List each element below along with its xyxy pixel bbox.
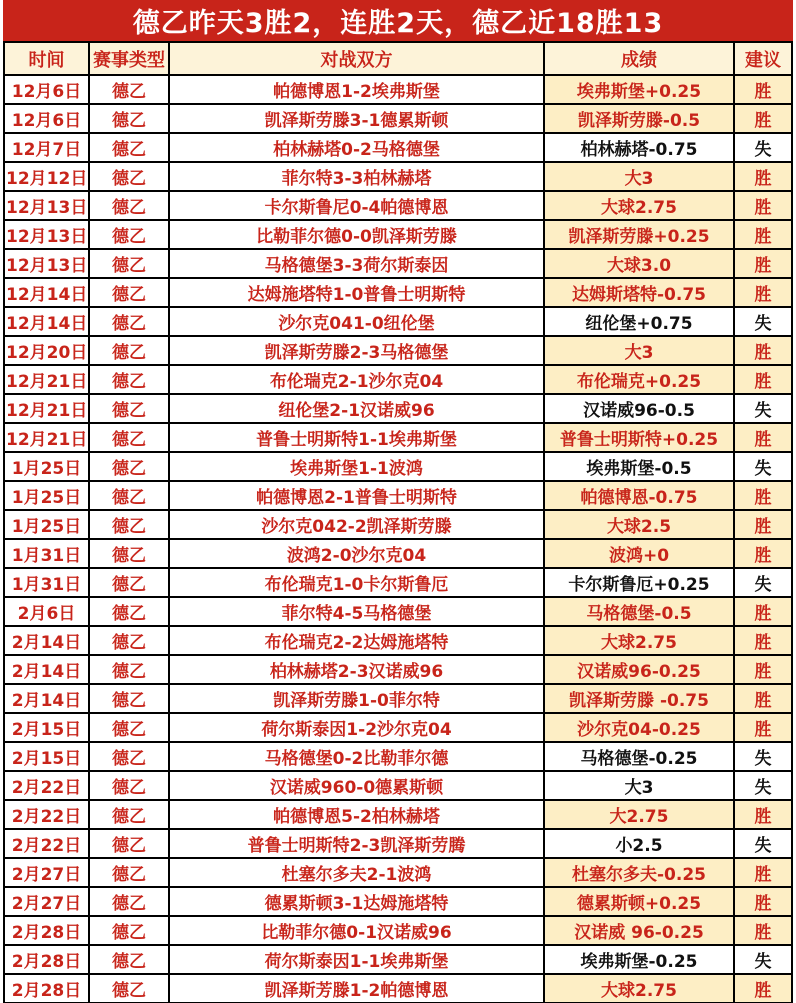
league-cell: 德乙	[89, 916, 169, 945]
match-date-cell: 2月28日	[4, 916, 89, 945]
league-cell: 德乙	[89, 713, 169, 742]
table-row	[4, 684, 792, 713]
match-date-cell: 12月13日	[4, 249, 89, 278]
matchup-cell: 布伦瑞克2-1沙尔克04	[169, 365, 544, 394]
result-cell: 大球2.75	[544, 191, 734, 220]
verdict-cell: 胜	[734, 539, 792, 568]
match-date-cell: 2月14日	[4, 626, 89, 655]
verdict-cell: 失	[734, 452, 792, 481]
verdict-cell: 胜	[734, 249, 792, 278]
verdict-cell: 失	[734, 742, 792, 771]
result-cell: 大2.75	[544, 800, 734, 829]
match-date-cell: 1月31日	[4, 568, 89, 597]
match-date-cell: 12月14日	[4, 278, 89, 307]
table-row	[4, 133, 792, 162]
league-cell: 德乙	[89, 829, 169, 858]
result-cell: 沙尔克04-0.25	[544, 713, 734, 742]
verdict-cell: 失	[734, 771, 792, 800]
league-cell: 德乙	[89, 481, 169, 510]
table-row	[4, 220, 792, 249]
match-date-cell: 2月6日	[4, 597, 89, 626]
league-cell: 德乙	[89, 771, 169, 800]
matchup-cell: 德累斯顿3-1达姆施塔特	[169, 887, 544, 916]
league-cell: 德乙	[89, 423, 169, 452]
matchup-cell: 比勒菲尔德0-0凯泽斯劳滕	[169, 220, 544, 249]
table-row	[4, 191, 792, 220]
league-cell: 德乙	[89, 974, 169, 1003]
verdict-cell: 胜	[734, 365, 792, 394]
verdict-cell: 胜	[734, 75, 792, 104]
matchup-cell: 帕德博恩1-2埃弗斯堡	[169, 75, 544, 104]
verdict-cell: 胜	[734, 916, 792, 945]
league-cell: 德乙	[89, 539, 169, 568]
match-date-cell: 12月21日	[4, 423, 89, 452]
matchup-cell: 普鲁士明斯特2-3凯泽斯劳腾	[169, 829, 544, 858]
table-row	[4, 336, 792, 365]
matchup-cell: 沙尔克042-2凯泽斯劳滕	[169, 510, 544, 539]
result-cell: 大3	[544, 162, 734, 191]
verdict-cell: 失	[734, 307, 792, 336]
matchup-cell: 波鸿2-0沙尔克04	[169, 539, 544, 568]
matchup-cell: 帕德博恩2-1普鲁士明斯特	[169, 481, 544, 510]
match-date-cell: 2月15日	[4, 742, 89, 771]
league-cell: 德乙	[89, 858, 169, 887]
match-date-cell: 12月6日	[4, 104, 89, 133]
result-cell: 汉诺威96-0.25	[544, 655, 734, 684]
matchup-cell: 马格德堡0-2比勒菲尔德	[169, 742, 544, 771]
result-cell: 凯泽斯劳滕 -0.75	[544, 684, 734, 713]
match-date-cell: 2月14日	[4, 684, 89, 713]
verdict-cell: 胜	[734, 626, 792, 655]
match-date-cell: 2月22日	[4, 800, 89, 829]
matchup-cell: 凯泽斯劳滕2-3马格德堡	[169, 336, 544, 365]
league-cell: 德乙	[89, 742, 169, 771]
league-cell: 德乙	[89, 162, 169, 191]
verdict-cell: 失	[734, 945, 792, 974]
table-row	[4, 394, 792, 423]
match-date-cell: 12月14日	[4, 307, 89, 336]
match-date-cell: 2月14日	[4, 655, 89, 684]
matchup-cell: 菲尔特4-5马格德堡	[169, 597, 544, 626]
verdict-cell: 胜	[734, 655, 792, 684]
verdict-cell: 胜	[734, 510, 792, 539]
league-cell: 德乙	[89, 365, 169, 394]
league-cell: 德乙	[89, 75, 169, 104]
table-row	[4, 481, 792, 510]
header-row	[4, 42, 792, 75]
result-cell: 德累斯顿+0.25	[544, 887, 734, 916]
result-cell: 大球2.75	[544, 626, 734, 655]
table-row	[4, 858, 792, 887]
match-date-cell: 2月28日	[4, 945, 89, 974]
match-date-cell: 12月21日	[4, 365, 89, 394]
matchup-cell: 纽伦堡2-1汉诺威96	[169, 394, 544, 423]
matchup-cell: 比勒菲尔德0-1汉诺威96	[169, 916, 544, 945]
result-cell: 达姆斯塔特-0.75	[544, 278, 734, 307]
result-cell: 帕德博恩-0.75	[544, 481, 734, 510]
column-header-verdict: 建议	[734, 42, 792, 75]
match-date-cell: 12月7日	[4, 133, 89, 162]
table-row	[4, 162, 792, 191]
table-row	[4, 307, 792, 336]
result-cell: 埃弗斯堡-0.25	[544, 945, 734, 974]
column-header-result: 成绩	[544, 42, 734, 75]
result-cell: 大球2.5	[544, 510, 734, 539]
table-row	[4, 713, 792, 742]
match-date-cell: 1月25日	[4, 452, 89, 481]
result-cell: 凯泽斯劳滕+0.25	[544, 220, 734, 249]
match-date-cell: 1月25日	[4, 510, 89, 539]
match-date-cell: 12月20日	[4, 336, 89, 365]
match-date-cell: 2月27日	[4, 858, 89, 887]
table-row	[4, 916, 792, 945]
verdict-cell: 失	[734, 829, 792, 858]
league-cell: 德乙	[89, 336, 169, 365]
page-title: 德乙昨天3胜2，连胜2天，德乙近18胜13	[132, 8, 664, 39]
matchup-cell: 卡尔斯鲁尼0-4帕德博恩	[169, 191, 544, 220]
matchup-cell: 普鲁士明斯特1-1埃弗斯堡	[169, 423, 544, 452]
matchup-cell: 柏林赫塔0-2马格德堡	[169, 133, 544, 162]
table-row	[4, 974, 792, 1003]
verdict-cell: 胜	[734, 278, 792, 307]
result-cell: 布伦瑞克+0.25	[544, 365, 734, 394]
table-row	[4, 365, 792, 394]
table-row	[4, 568, 792, 597]
result-cell: 埃弗斯堡+0.25	[544, 75, 734, 104]
results-body	[4, 75, 792, 1003]
verdict-cell: 胜	[734, 191, 792, 220]
matchup-cell: 荷尔斯泰因1-1埃弗斯堡	[169, 945, 544, 974]
league-cell: 德乙	[89, 278, 169, 307]
result-cell: 马格德堡-0.25	[544, 742, 734, 771]
table-row	[4, 626, 792, 655]
match-date-cell: 2月27日	[4, 887, 89, 916]
result-cell: 大球2.75	[544, 974, 734, 1003]
verdict-cell: 胜	[734, 887, 792, 916]
result-cell: 纽伦堡+0.75	[544, 307, 734, 336]
league-cell: 德乙	[89, 684, 169, 713]
league-cell: 德乙	[89, 133, 169, 162]
table-row	[4, 945, 792, 974]
verdict-cell: 胜	[734, 974, 792, 1003]
column-header-matchup: 对战双方	[169, 42, 544, 75]
league-cell: 德乙	[89, 452, 169, 481]
verdict-cell: 胜	[734, 220, 792, 249]
league-cell: 德乙	[89, 597, 169, 626]
verdict-cell: 胜	[734, 597, 792, 626]
matchup-cell: 菲尔特3-3柏林赫塔	[169, 162, 544, 191]
league-cell: 德乙	[89, 104, 169, 133]
verdict-cell: 胜	[734, 800, 792, 829]
matchup-cell: 凯泽斯芳滕1-2帕德博恩	[169, 974, 544, 1003]
league-cell: 德乙	[89, 800, 169, 829]
league-cell: 德乙	[89, 220, 169, 249]
matchup-cell: 荷尔斯泰因1-2沙尔克04	[169, 713, 544, 742]
table-row	[4, 423, 792, 452]
table-row	[4, 452, 792, 481]
result-cell: 埃弗斯堡-0.5	[544, 452, 734, 481]
match-date-cell: 12月21日	[4, 394, 89, 423]
league-cell: 德乙	[89, 945, 169, 974]
result-cell: 大3	[544, 336, 734, 365]
league-cell: 德乙	[89, 191, 169, 220]
table-row	[4, 771, 792, 800]
verdict-cell: 胜	[734, 162, 792, 191]
results-table	[3, 41, 793, 1003]
match-date-cell: 2月28日	[4, 974, 89, 1003]
verdict-cell: 胜	[734, 104, 792, 133]
result-cell: 普鲁士明斯特+0.25	[544, 423, 734, 452]
league-cell: 德乙	[89, 394, 169, 423]
verdict-cell: 胜	[734, 858, 792, 887]
verdict-cell: 胜	[734, 713, 792, 742]
matchup-cell: 凯泽斯劳滕1-0菲尔特	[169, 684, 544, 713]
matchup-cell: 凯泽斯劳滕3-1德累斯顿	[169, 104, 544, 133]
matchup-cell: 汉诺威960-0德累斯顿	[169, 771, 544, 800]
match-date-cell: 2月15日	[4, 713, 89, 742]
verdict-cell: 胜	[734, 684, 792, 713]
column-header-time: 时间	[4, 42, 89, 75]
matchup-cell: 达姆施塔特1-0普鲁士明斯特	[169, 278, 544, 307]
verdict-cell: 失	[734, 133, 792, 162]
matchup-cell: 马格德堡3-3荷尔斯泰因	[169, 249, 544, 278]
matchup-cell: 帕德博恩5-2柏林赫塔	[169, 800, 544, 829]
league-cell: 德乙	[89, 510, 169, 539]
league-cell: 德乙	[89, 626, 169, 655]
table-row	[4, 510, 792, 539]
matchup-cell: 埃弗斯堡1-1波鸿	[169, 452, 544, 481]
table-row	[4, 278, 792, 307]
result-cell: 凯泽斯劳滕-0.5	[544, 104, 734, 133]
verdict-cell: 胜	[734, 423, 792, 452]
league-cell: 德乙	[89, 307, 169, 336]
match-date-cell: 12月12日	[4, 162, 89, 191]
match-date-cell: 2月22日	[4, 829, 89, 858]
matchup-cell: 布伦瑞克2-2达姆施塔特	[169, 626, 544, 655]
verdict-cell: 胜	[734, 481, 792, 510]
match-date-cell: 1月31日	[4, 539, 89, 568]
table-row	[4, 887, 792, 916]
result-cell: 波鸿+0	[544, 539, 734, 568]
result-cell: 小2.5	[544, 829, 734, 858]
league-cell: 德乙	[89, 655, 169, 684]
match-date-cell: 2月22日	[4, 771, 89, 800]
matchup-cell: 柏林赫塔2-3汉诺威96	[169, 655, 544, 684]
result-cell: 大3	[544, 771, 734, 800]
match-date-cell: 1月25日	[4, 481, 89, 510]
table-row	[4, 800, 792, 829]
table-header	[4, 42, 792, 75]
match-date-cell: 12月13日	[4, 191, 89, 220]
table-row	[4, 539, 792, 568]
match-date-cell: 12月13日	[4, 220, 89, 249]
matchup-cell: 杜塞尔多夫2-1波鸿	[169, 858, 544, 887]
matchup-cell: 沙尔克041-0纽伦堡	[169, 307, 544, 336]
table-row	[4, 655, 792, 684]
league-cell: 德乙	[89, 887, 169, 916]
result-cell: 卡尔斯鲁厄+0.25	[544, 568, 734, 597]
table-row	[4, 742, 792, 771]
verdict-cell: 失	[734, 568, 792, 597]
league-cell: 德乙	[89, 568, 169, 597]
verdict-cell: 胜	[734, 336, 792, 365]
result-cell: 柏林赫塔-0.75	[544, 133, 734, 162]
table-row	[4, 75, 792, 104]
column-header-league: 赛事类型	[89, 42, 169, 75]
table-row	[4, 249, 792, 278]
league-cell: 德乙	[89, 249, 169, 278]
result-cell: 大球3.0	[544, 249, 734, 278]
verdict-cell: 失	[734, 394, 792, 423]
matchup-cell: 布伦瑞克1-0卡尔斯鲁厄	[169, 568, 544, 597]
table-row	[4, 829, 792, 858]
title-banner	[3, 0, 793, 41]
result-cell: 马格德堡-0.5	[544, 597, 734, 626]
result-cell: 汉诺威96-0.5	[544, 394, 734, 423]
result-cell: 杜塞尔多夫-0.25	[544, 858, 734, 887]
match-date-cell: 12月6日	[4, 75, 89, 104]
table-row	[4, 104, 792, 133]
table-row	[4, 597, 792, 626]
result-cell: 汉诺威 96-0.25	[544, 916, 734, 945]
